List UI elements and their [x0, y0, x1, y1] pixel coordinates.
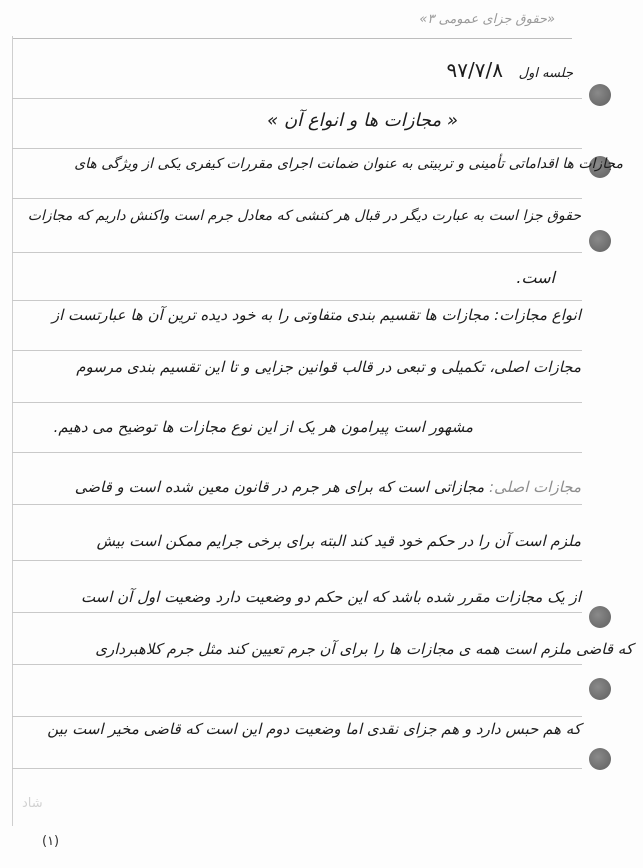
binder-hole: [589, 606, 611, 628]
ruled-line: [12, 560, 582, 561]
ruled-line: [12, 504, 582, 505]
text-line: ملزم است آن را در حکم خود قید کند البته برای برخی جرایم ممکن است بیش: [96, 532, 581, 550]
ruled-line: [12, 252, 582, 253]
ruled-line: [12, 402, 582, 403]
watermark: شاد: [22, 796, 43, 811]
text-line: که قاضی ملزم است همه ی مجازات ها را برای آن جرم تعیین کند مثل جرم کلاهبرداری: [95, 640, 633, 658]
text-line: مجازات اصلی، تکمیلی و تبعی در قالب قوانین جزایی و تا این تقسیم بندی مرسوم: [76, 358, 581, 376]
text-line: [75, 478, 581, 496]
ruled-line: [12, 148, 582, 149]
text-line: است.: [516, 268, 555, 287]
text-line: که هم حبس دارد و هم جزای نقدی اما وضعیت دوم این است که قاضی مخیر است بین: [47, 720, 581, 738]
session-label: جلسه اول: [518, 66, 573, 81]
page-number: (۱): [42, 834, 60, 849]
text-line: از یک مجازات مقرر شده باشد که این حکم دو وضعیت دارد وضعیت اول آن است: [80, 588, 581, 606]
ruled-line: [12, 350, 582, 351]
ruled-line: [12, 198, 582, 199]
text-fragment: مجازاتی است که برای هر جرم در قانون معین شده است و قاضی: [74, 478, 485, 496]
text-line: مجازات ها اقداماتی تأمینی و تربیتی به عنوان ضمانت اجرای مقررات کیفری یکی از ویژگی های: [74, 156, 623, 172]
binder-hole: [589, 678, 611, 700]
binder-hole: [589, 748, 611, 770]
ruled-line: [12, 664, 582, 665]
top-rule: [12, 38, 572, 39]
text-line: مشهور است پیرامون هر یک از این نوع مجازات ها توضیح می دهیم.: [53, 418, 473, 436]
margin-line: [12, 36, 13, 826]
course-title: «حقوق جزای عمومی ۳»: [419, 12, 555, 27]
binder-hole: [589, 84, 611, 106]
text-line: حقوق جزا است به عبارت دیگر در قبال هر کنشی که معادل جرم است واکنش داریم که مجازات: [27, 208, 581, 224]
binder-hole: [589, 230, 611, 252]
section-heading: « مجازات ها و انواع آن »: [267, 110, 458, 131]
session-date: ۹۷/۷/۸: [446, 58, 503, 82]
ruled-line: [12, 452, 582, 453]
ruled-line: [12, 716, 582, 717]
ruled-line: [12, 98, 582, 99]
text-line: انواع مجازات: مجازات ها تقسیم بندی متفاوتی را به خود دیده ترین آن ها عبارتست از: [51, 306, 581, 324]
ruled-line: [12, 300, 582, 301]
ruled-line: [12, 768, 582, 769]
ruled-line: [12, 612, 582, 613]
sub-heading-label: مجازات اصلی:: [488, 478, 581, 496]
